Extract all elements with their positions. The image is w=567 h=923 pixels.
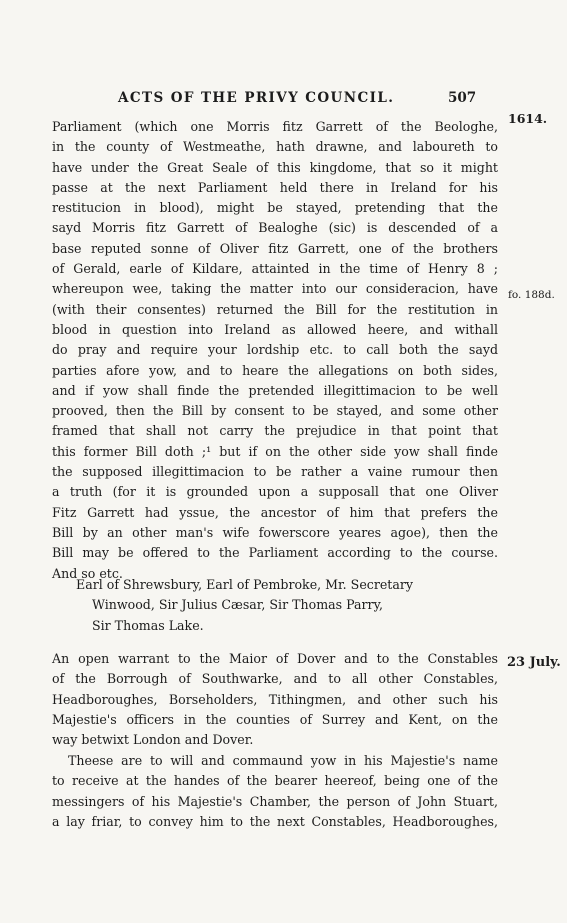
- text-line: Bill by an other man's wife fowerscore yeares agoe), then the: [52, 524, 498, 540]
- signatory-line: Winwood, Sir Julius Cæsar, Sir Thomas Parry,: [92, 597, 384, 613]
- signatories: [76, 575, 496, 636]
- page-number: 507: [448, 90, 477, 106]
- text-line: sayd Morris fitz Garrett of Bealoghe (sic) is descended of a: [52, 220, 498, 236]
- text-line: in the county of Westmeathe, hath drawne, and laboureth to: [52, 139, 498, 155]
- text-line: this former Bill doth ;¹ but if on the other side yow shall finde: [52, 443, 498, 459]
- text-line: And so etc.: [52, 565, 123, 581]
- warrant-heading-paragraph: [52, 649, 498, 750]
- text-line: blood in question into Ireland as allowed heere, and withall: [52, 321, 498, 337]
- text-line: framed that shall not carry the prejudice in that point that: [52, 423, 498, 439]
- signatory-line: Sir Thomas Lake.: [92, 617, 204, 633]
- text-line: the supposed illegittimacion to be rather a vaine rumour then: [52, 464, 498, 480]
- running-title: ACTS OF THE PRIVY COUNCIL.: [118, 90, 395, 106]
- margin-year: 1614.: [508, 111, 548, 126]
- letter-paragraph: [52, 117, 498, 584]
- text-line: parties afore yow, and to heare the allegations on both sides,: [52, 362, 498, 378]
- text-line: restitucion in blood), might be stayed, pretending that the: [52, 200, 498, 216]
- text-line: Majestie's officers in the counties of Surrey and Kent, on the: [52, 711, 498, 727]
- text-line: to receive at the handes of the bearer heereof, being one of the: [52, 773, 498, 789]
- text-line: and if yow shall finde the pretended illegittimacion to be well: [52, 382, 498, 398]
- warrant-body-paragraph: [52, 751, 498, 832]
- text-line: Parliament (which one Morris fitz Garrett of the Beologhe,: [52, 119, 498, 134]
- text-line: Fitz Garrett had yssue, the ancestor of him that prefers the: [52, 504, 498, 520]
- margin-date: 23 July.: [507, 655, 561, 670]
- text-line: a lay friar, to convey him to the next Constables, Headboroughes,: [52, 813, 498, 829]
- margin-folio-note: fo. 188d.: [508, 289, 555, 301]
- text-line: prooved, then the Bill by consent to be stayed, and some other: [52, 403, 498, 419]
- text-line: (with their consentes) returned the Bill for the restitution in: [52, 301, 498, 317]
- text-line: Theese are to will and commaund yow in his Majestie's name: [68, 753, 498, 768]
- text-line: Bill may be offered to the Parliament according to the course.: [52, 545, 498, 561]
- text-line: base reputed sonne of Oliver fitz Garrett, one of the brothers: [52, 240, 498, 256]
- text-line: passe at the next Parliament held there in Ireland for his: [52, 179, 498, 195]
- text-line: a truth (for it is grounded upon a supposall that one Oliver: [52, 484, 498, 500]
- text-line: do pray and require your lordship etc. to call both the sayd: [52, 342, 498, 358]
- text-line: whereupon wee, taking the matter into our consideracion, have: [52, 281, 498, 297]
- text-line: have under the Great Seale of this kingdome, that so it might: [52, 159, 498, 175]
- signatory-line: Earl of Shrewsbury, Earl of Pembroke, Mr. Secretary: [76, 577, 413, 592]
- text-line: Headboroughes, Borseholders, Tithingmen, and other such his: [52, 691, 498, 707]
- text-line: An open warrant to the Maior of Dover and to the Constables: [52, 651, 498, 666]
- text-line: of Gerald, earle of Kildare, attainted in the time of Henry 8 ;: [52, 261, 498, 277]
- text-line: way betwixt London and Dover.: [52, 732, 254, 748]
- text-line: of the Borrough of Southwarke, and to all other Constables,: [52, 671, 498, 687]
- text-line: messingers of his Majestie's Chamber, the person of John Stuart,: [52, 793, 498, 809]
